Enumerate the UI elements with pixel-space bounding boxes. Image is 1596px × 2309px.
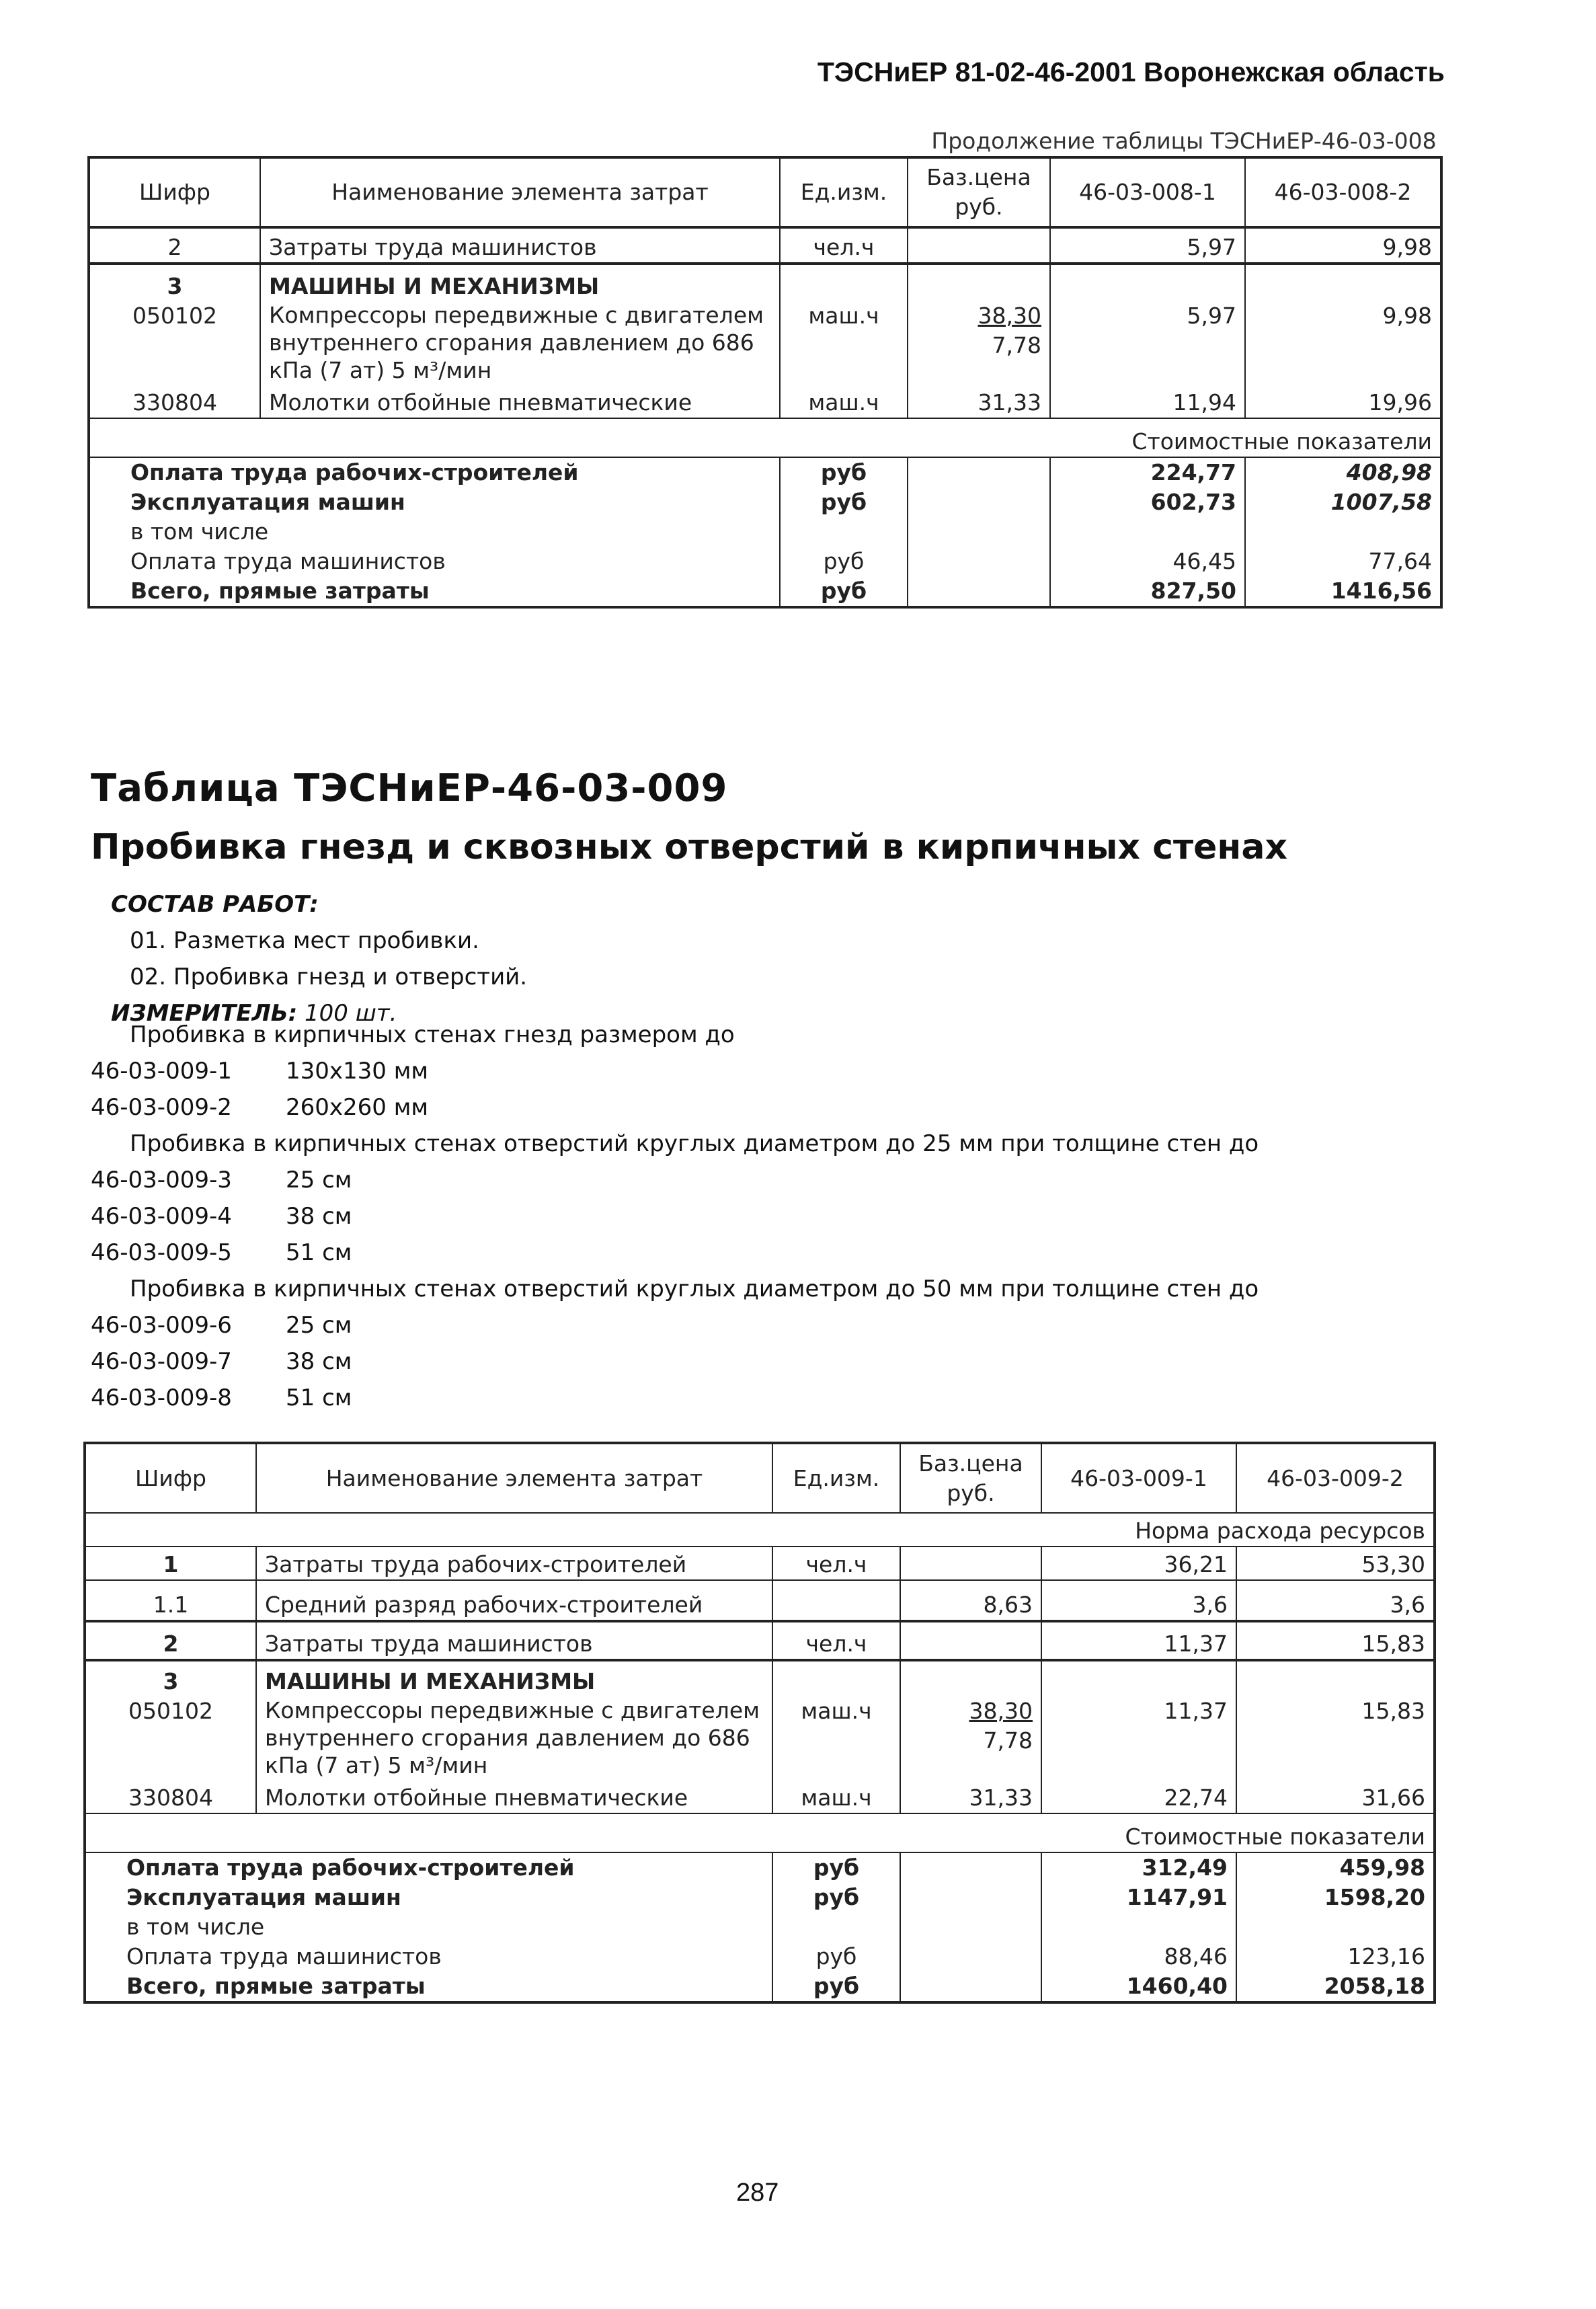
table-section-row xyxy=(85,1513,1435,1547)
cost-row: в том числе xyxy=(89,517,1441,547)
table-row: 330804 Молотки отбойные пневматические маш.ч 31,33 22,74 31,66 xyxy=(85,1779,1435,1813)
list-item: 46-03-009-7 38 см xyxy=(91,1348,352,1375)
list-intro: Пробивка в кирпичных стенах отверстий круглых диаметром до 50 мм при толщине стен до xyxy=(130,1276,1259,1302)
cost-row: Эксплуатация машин руб 1147,91 1598,20 xyxy=(85,1883,1435,1912)
section-label: Стоимостные показатели xyxy=(85,1813,1435,1852)
col-rate1-header: 46-03-009-1 xyxy=(1041,1443,1236,1513)
col-code-header: Шифр xyxy=(89,157,260,227)
list-item: 46-03-009-3 25 см xyxy=(91,1167,352,1193)
col-name-header: Наименование элемента затрат xyxy=(260,157,780,227)
list-intro: Пробивка в кирпичных стенах отверстий круглых диаметром до 25 мм при толщине стен до xyxy=(130,1130,1259,1157)
list-item: 46-03-009-2 260х260 мм xyxy=(91,1094,429,1121)
col-code-header: Шифр xyxy=(85,1443,256,1513)
col-price-header: Баз.цена руб. xyxy=(900,1443,1041,1513)
work-composition xyxy=(111,886,527,1031)
list-item: 46-03-009-1 130х130 мм xyxy=(91,1058,429,1085)
table-row: 1 Затраты труда рабочих-строителей чел.ч 36,21 53,30 xyxy=(85,1547,1435,1580)
col-price-header: Баз.цена руб. xyxy=(908,157,1050,227)
list-item: 46-03-009-6 25 см xyxy=(91,1312,352,1339)
table-section-row xyxy=(85,1813,1435,1852)
table-row: 1.1 Средний разряд рабочих-строителей 8,63 3,6 3,6 xyxy=(85,1580,1435,1621)
section-subtitle: Пробивка гнезд и сквозных отверстий в кирпичных стенах xyxy=(91,827,1287,867)
table2 xyxy=(83,1442,1436,2004)
col-rate2-header: 46-03-008-2 xyxy=(1245,157,1441,227)
running-header: ТЭСНиЕР 81-02-46-2001 Воронежская область xyxy=(817,56,1445,87)
cost-row: Всего, прямые затраты руб 1460,40 2058,18 xyxy=(85,1971,1435,2002)
section-label: Норма расхода ресурсов xyxy=(85,1513,1435,1547)
table2-header-row xyxy=(85,1443,1435,1513)
table1-header-row xyxy=(89,157,1441,227)
list-intro: Пробивка в кирпичных стенах гнезд размером до xyxy=(130,1021,735,1048)
table-row: 3 МАШИНЫ И МЕХАНИЗМЫ xyxy=(85,1660,1435,1696)
table1 xyxy=(87,156,1443,609)
table-row: 3 МАШИНЫ И МЕХАНИЗМЫ xyxy=(89,264,1441,301)
cost-row: Оплата труда машинистов руб 88,46 123,16 xyxy=(85,1942,1435,1971)
table-row: 2 Затраты труда машинистов чел.ч 11,37 15,83 xyxy=(85,1621,1435,1660)
work-label: СОСТАВ РАБОТ: xyxy=(111,891,319,918)
cost-row: Оплата труда рабочих-строителей руб 224,77 408,98 xyxy=(89,457,1441,487)
col-name-header: Наименование элемента затрат xyxy=(256,1443,772,1513)
table-row: 050102 Компрессоры передвижные с двигателем внутреннего сгорания давлением до 686 кПа (7 ат) 5 м³/мин маш.ч 38,30 7,78 11,37 15,83 xyxy=(85,1696,1435,1779)
table-row: 050102 Компрессоры передвижные с двигателем внутреннего сгорания давлением до 686 кПа (7 ат) 5 м³/мин маш.ч 38,30 7,78 5,97 9,98 xyxy=(89,301,1441,384)
table-section-row xyxy=(89,418,1441,457)
work-item: 01. Разметка мест пробивки. xyxy=(130,927,479,954)
cost-row: Эксплуатация машин руб 602,73 1007,58 xyxy=(89,487,1441,517)
section-label: Стоимостные показатели xyxy=(89,418,1441,457)
measure-value: 100 шт. xyxy=(305,1000,397,1027)
list-item: 46-03-009-8 51 см xyxy=(91,1384,352,1411)
measure-label: ИЗМЕРИТЕЛЬ: xyxy=(111,1000,298,1027)
table1-continuation-caption: Продолжение таблицы ТЭСНиЕР-46-03-008 xyxy=(931,128,1437,154)
page-number: 287 xyxy=(736,2179,779,2207)
cost-row: в том числе xyxy=(85,1912,1435,1942)
table-row: 330804 Молотки отбойные пневматические маш.ч 31,33 11,94 19,96 xyxy=(89,384,1441,418)
col-unit-header: Ед.изм. xyxy=(772,1443,900,1513)
table-row: 2 Затраты труда машинистов чел.ч 5,97 9,98 xyxy=(89,227,1441,264)
list-item: 46-03-009-4 38 см xyxy=(91,1203,352,1230)
col-unit-header: Ед.изм. xyxy=(780,157,908,227)
rate-list xyxy=(91,1017,1259,1416)
cost-row: Всего, прямые затраты руб 827,50 1416,56 xyxy=(89,576,1441,607)
section-title: Таблица ТЭСНиЕР-46-03-009 xyxy=(91,767,728,810)
cost-row: Оплата труда рабочих-строителей руб 312,49 459,98 xyxy=(85,1852,1435,1883)
col-rate1-header: 46-03-008-1 xyxy=(1050,157,1245,227)
list-item: 46-03-009-5 51 см xyxy=(91,1239,352,1266)
work-item: 02. Пробивка гнезд и отверстий. xyxy=(130,964,528,990)
cost-row: Оплата труда машинистов руб 46,45 77,64 xyxy=(89,547,1441,576)
col-rate2-header: 46-03-009-2 xyxy=(1236,1443,1435,1513)
